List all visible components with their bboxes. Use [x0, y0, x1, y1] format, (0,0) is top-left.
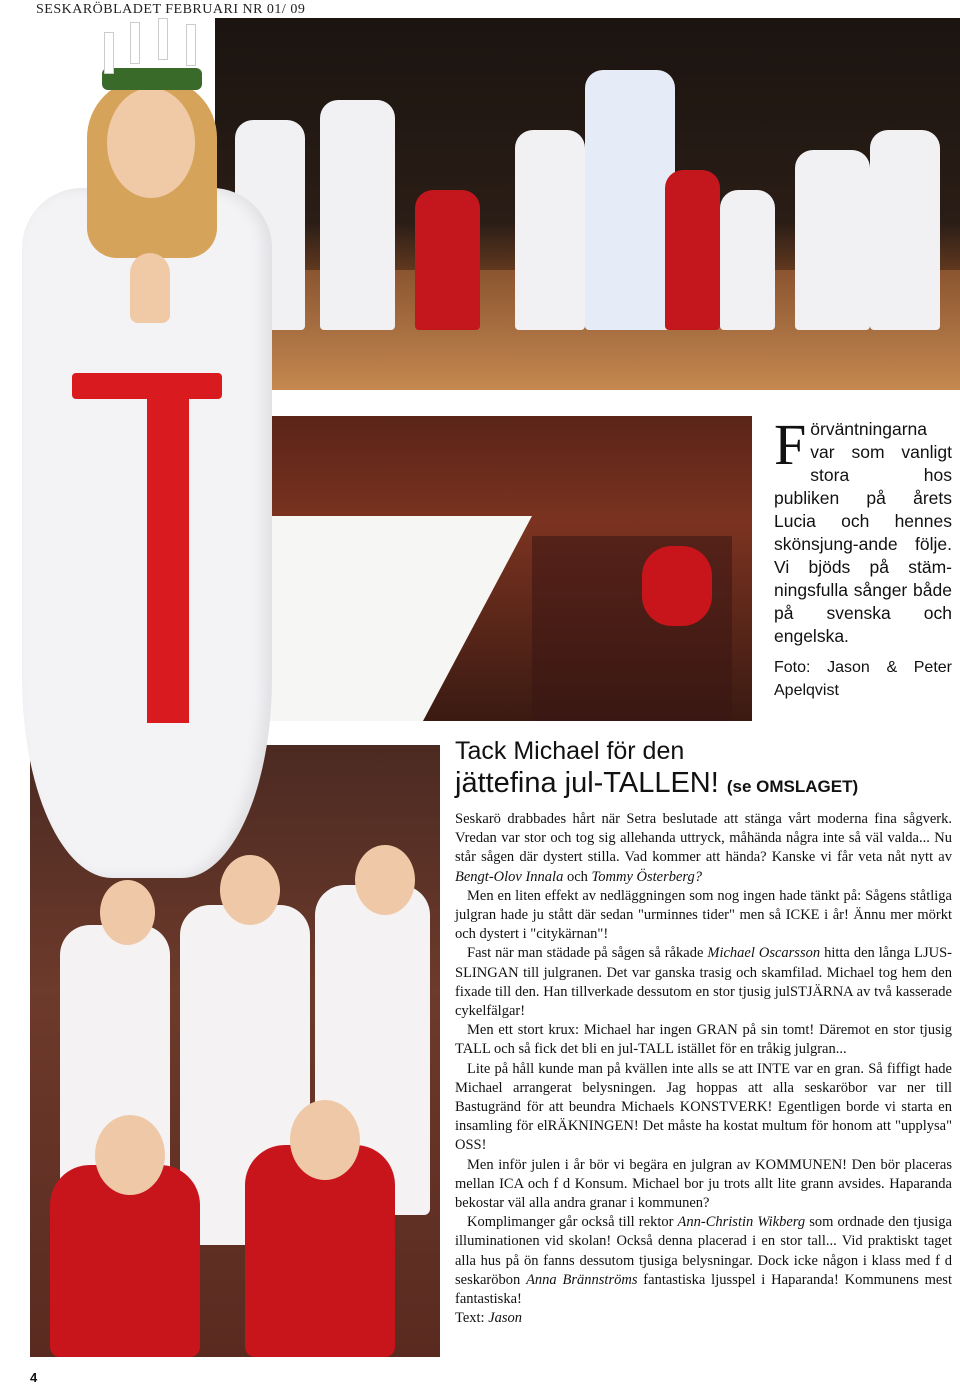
- child-face: [100, 880, 155, 945]
- heading-suffix: (se OMSLAGET): [726, 777, 859, 796]
- text: som ordnade den tjusiga illuminationen vid skolan! Också denna placerad i en stor tall... Vid praktiskt taget alla hus på ön fanns dessutom tjusiga belysningar. Dock icke någon i klass med f d seskaröbon: [455, 1214, 952, 1288]
- lucia-face: [107, 88, 195, 198]
- paragraph: Men ett stort krux: Michael har ingen GRAN på sin tomt! Däremot en stor tjusig TALL och så fick det bli en jul-TALL istället för en tråkig julgran...: [455, 1022, 952, 1058]
- photo-caption: [774, 412, 952, 702]
- child-figure: [515, 130, 585, 330]
- child-figure: [665, 170, 720, 330]
- person-name: Anna Brännströms: [526, 1271, 638, 1288]
- child-figure: [870, 130, 940, 330]
- child-figure: [720, 190, 775, 330]
- paragraph: Lite på håll kunde man på kvällen inte alls se att INTE var en gran. Så fiffigt hade Michael arrangerat belysningen. Jag hoppas att alla seskaröbor var ner till Bastugränd för att beundra Michaels KONSTVERK! Egentligen borde vi starta en insamling för elRÄKNINGEN! Det måste ha kostat multum för honom att "upplysa" OSS!: [455, 1060, 952, 1154]
- signature: [455, 1309, 952, 1328]
- lucia-sash-tail: [147, 393, 189, 723]
- page-number: 4: [30, 1370, 38, 1385]
- stage-photo: [215, 18, 960, 390]
- child-figure: [795, 150, 870, 330]
- article-body: [455, 810, 952, 1328]
- candle-icon: [130, 22, 140, 64]
- article-heading-line1: Tack Michael för den: [455, 737, 685, 765]
- photo-credit: Foto: Jason & Peter Apelqvist: [774, 659, 952, 699]
- lucia-figure: [585, 70, 675, 330]
- lucia-hands: [130, 253, 170, 323]
- text: hitta den långa LJUS-SLINGAN till julgranen. Det var ganska trasig och skamfilad. Michael tog hem den fixade till den. Han tillverkade dessutom en stor tjusig julSTJÄRNA av två kasserade cykelfälgar!: [455, 945, 952, 1020]
- paragraph: Men en liten effekt av nedläggningen som nog ingen hade tänkt på: Sågens ståtliga julgran hade ju stått där sedan "urminnes tider" men så ICKE i år! Ännu mer mörkt och dystert i "citykärnan"!: [455, 887, 952, 943]
- lucia-cutout-photo: [12, 18, 282, 878]
- caption-text: örväntningarna var som vanligt stora hos publiken på årets Lucia och hennes skönsjung-ande följe. Vi bjöds på stäm-ningsfulla sånger både på svenska och engelska.: [774, 419, 952, 646]
- paragraph: [455, 810, 952, 887]
- person-name: Ann-Christin Wikberg: [677, 1214, 806, 1231]
- person-name: Michael Oscarsson: [707, 945, 821, 962]
- candle-icon: [186, 24, 196, 66]
- santa-face: [95, 1115, 165, 1195]
- drop-cap: F: [774, 412, 807, 477]
- text: Seskarö drabbades hårt när Setra beslutade att stänga vårt moderna fina sågverk. Vredan var stor och tog sig allehanda uttryck, måhända några inte så väl valda... Nu står sågen där dystert stilla. Vad kommer att hända? Kanske vi får veta nåt nytt av: [455, 811, 952, 866]
- heading-main: jättefina jul-TALLEN!: [455, 767, 719, 799]
- audience-red: [642, 546, 712, 626]
- text: Komplimanger går också till rektor: [467, 1214, 678, 1231]
- person-name: Bengt-Olov Innala: [455, 868, 564, 885]
- paragraph: Men inför julen i år bör vi begära en julgran av KOMMUNEN! Den bör placeras mellan ICA och f d Konsum. Michael bor ju trots allt lite grann avsides. Haparanda bekostar väl alla andra granar i kommunen?: [455, 1156, 952, 1212]
- child-figure: [320, 100, 395, 330]
- article-heading-line2: [455, 766, 858, 804]
- paragraph: [455, 944, 952, 1021]
- child-figure: [415, 190, 480, 330]
- candle-icon: [158, 18, 168, 60]
- child-face: [355, 845, 415, 915]
- signature-label: Text:: [455, 1310, 489, 1327]
- newsletter-header: SESKARÖBLADET FEBRUARI NR 01/ 09: [36, 2, 306, 17]
- person-name: Tommy Österberg?: [591, 868, 703, 885]
- author-name: Jason: [488, 1310, 523, 1327]
- santa-face: [290, 1100, 360, 1180]
- banquet-photo: [232, 416, 752, 721]
- lucia-crown: [102, 68, 202, 90]
- text: och: [563, 868, 592, 885]
- paragraph: [455, 1213, 952, 1309]
- candle-icon: [104, 32, 114, 74]
- text: Fast när man städade på sågen så råkade: [467, 945, 708, 962]
- text: fantastiska ljusspel i Haparanda! Kommunens mest fantastiska!: [455, 1271, 952, 1308]
